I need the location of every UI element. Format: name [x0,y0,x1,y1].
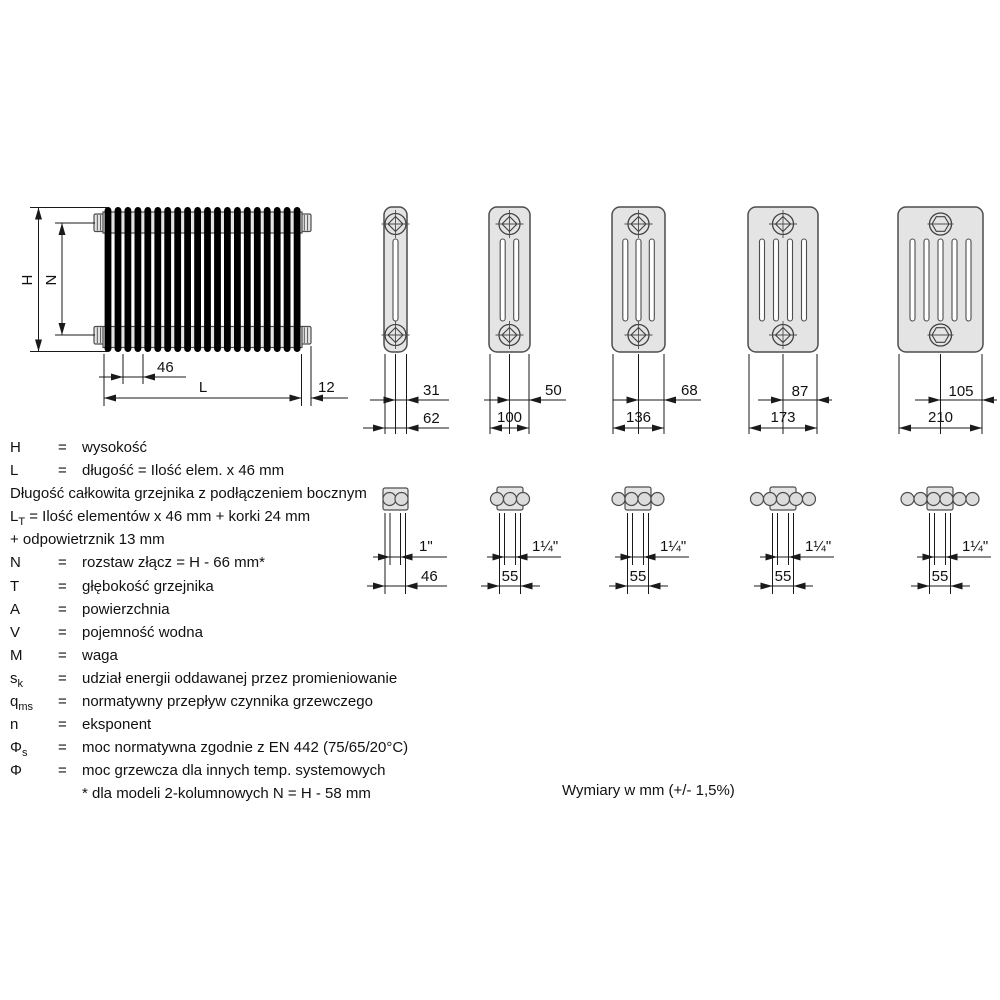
legend-symbol: N [10,554,21,572]
depth-value: 62 [423,410,440,427]
legend-text: normatywny przepływ czynnika grzewczego [82,693,373,711]
length-label: L [198,379,208,396]
legend-text: wysokość [82,439,148,456]
legend-text: udział energii oddawanej przez promieniowanie [82,669,398,687]
legend-symbol: n [10,716,19,734]
element-pitch-value: 55 [931,568,949,585]
legend-equals: = [58,762,67,780]
legend-symbol: V [10,623,21,641]
legend-text: = Ilość elementów x 46 mm + korki 24 mm [25,508,311,526]
connection-size-value: 1" [419,538,433,555]
legend-text: waga [82,646,118,664]
legend-row-total-length-title: Długość całkowita grzejnika z podłączeniem bocznym [10,485,367,503]
legend-text: długość = Ilość elem. x 46 mm [82,462,285,480]
legend-row-T [10,575,490,598]
legend-equals: = [58,646,67,664]
legend-symbol: $s_k$ [10,669,23,690]
element-pitch-value: 55 [774,568,792,585]
legend-symbol: Φ [10,762,22,780]
legend-row-A [10,598,490,621]
element-pitch-value: 55 [629,568,647,585]
legend-equals: = [58,669,67,687]
legend-row-V [10,621,490,644]
legend-symbol: L [10,508,19,526]
legend-text: rozstaw złącz = H - 66 mm* [82,554,265,572]
legend-equals: = [58,439,67,456]
legend-equals: = [58,462,67,480]
legend-symbol: $\Phi_s$ [10,739,28,760]
half-depth-value: 87 [791,383,809,400]
half-depth-value: 50 [545,382,562,399]
legend [10,436,490,806]
legend-symbol: H [10,439,21,456]
legend-row-air-vent: + odpowietrznik 13 mm [10,531,165,549]
connection-size-value: 1¼" [962,538,989,555]
legend-equals: = [58,623,67,641]
legend-row-n [10,713,490,736]
depth-value: 173 [770,409,796,426]
legend-equals: = [58,739,67,757]
legend-symbol: A [10,600,21,618]
legend-text: moc normatywna zgodnie z EN 442 (75/65/20°C) [82,739,409,757]
half-depth-value: 31 [423,382,440,399]
legend-text: moc grzewcza dla innych temp. systemowych [82,762,386,780]
column-slots [393,239,398,321]
legend-row-N [10,551,490,574]
half-depth-value: 68 [681,382,698,399]
tube-circles [491,493,530,506]
dimensions-note: Wymiary w mm (+/- 1,5%) [562,782,735,799]
legend-equals: = [58,693,67,711]
column-slots [623,239,655,321]
legend-row-H [10,436,490,459]
depth-value: 100 [496,409,523,426]
legend-row-phi [10,759,490,782]
legend-row-M [10,644,490,667]
legend-text: eksponent [82,716,152,734]
legend-equals: = [58,600,67,618]
height-label: H [18,274,35,286]
connection-size-value: 1¼" [532,538,559,555]
legend-symbol: L [10,462,19,480]
depth-value: 210 [927,409,954,426]
legend-row-L [10,459,490,482]
legend-text: powierzchnia [82,600,170,618]
tube-circles [751,493,816,506]
legend-row-qms [10,690,490,713]
half-depth-value: 105 [948,383,974,400]
element-width-value: 46 [157,359,174,376]
legend-equals: = [58,577,67,595]
legend-equals: = [58,716,67,734]
connection-size-value: 1¼" [660,538,687,555]
legend-row-sk [10,667,490,690]
legend-symbol: M [10,646,23,664]
element-pitch-value: 46 [421,568,438,585]
legend-equals: = [58,554,67,572]
legend-symbol: $q_{ms}$ [10,693,34,714]
legend-row-total-length-formula: $L_T$ = Ilość elementów x 46 mm + korki 24 mm [10,508,311,529]
legend-text: pojemność wodna [82,623,203,641]
depth-value: 136 [625,409,652,426]
legend-text: głębokość grzejnika [82,577,214,595]
connection-spacing-label: N [42,274,59,286]
legend-symbol: T [10,577,20,595]
element-pitch-value: 55 [501,568,519,585]
legend-row-footnote: * dla modeli 2-kolumnowych N = H - 58 mm [82,785,371,803]
legend-row-phi-s [10,736,490,759]
connection-size-value: 1¼" [805,538,832,555]
side-extension-value: 12 [318,379,335,396]
